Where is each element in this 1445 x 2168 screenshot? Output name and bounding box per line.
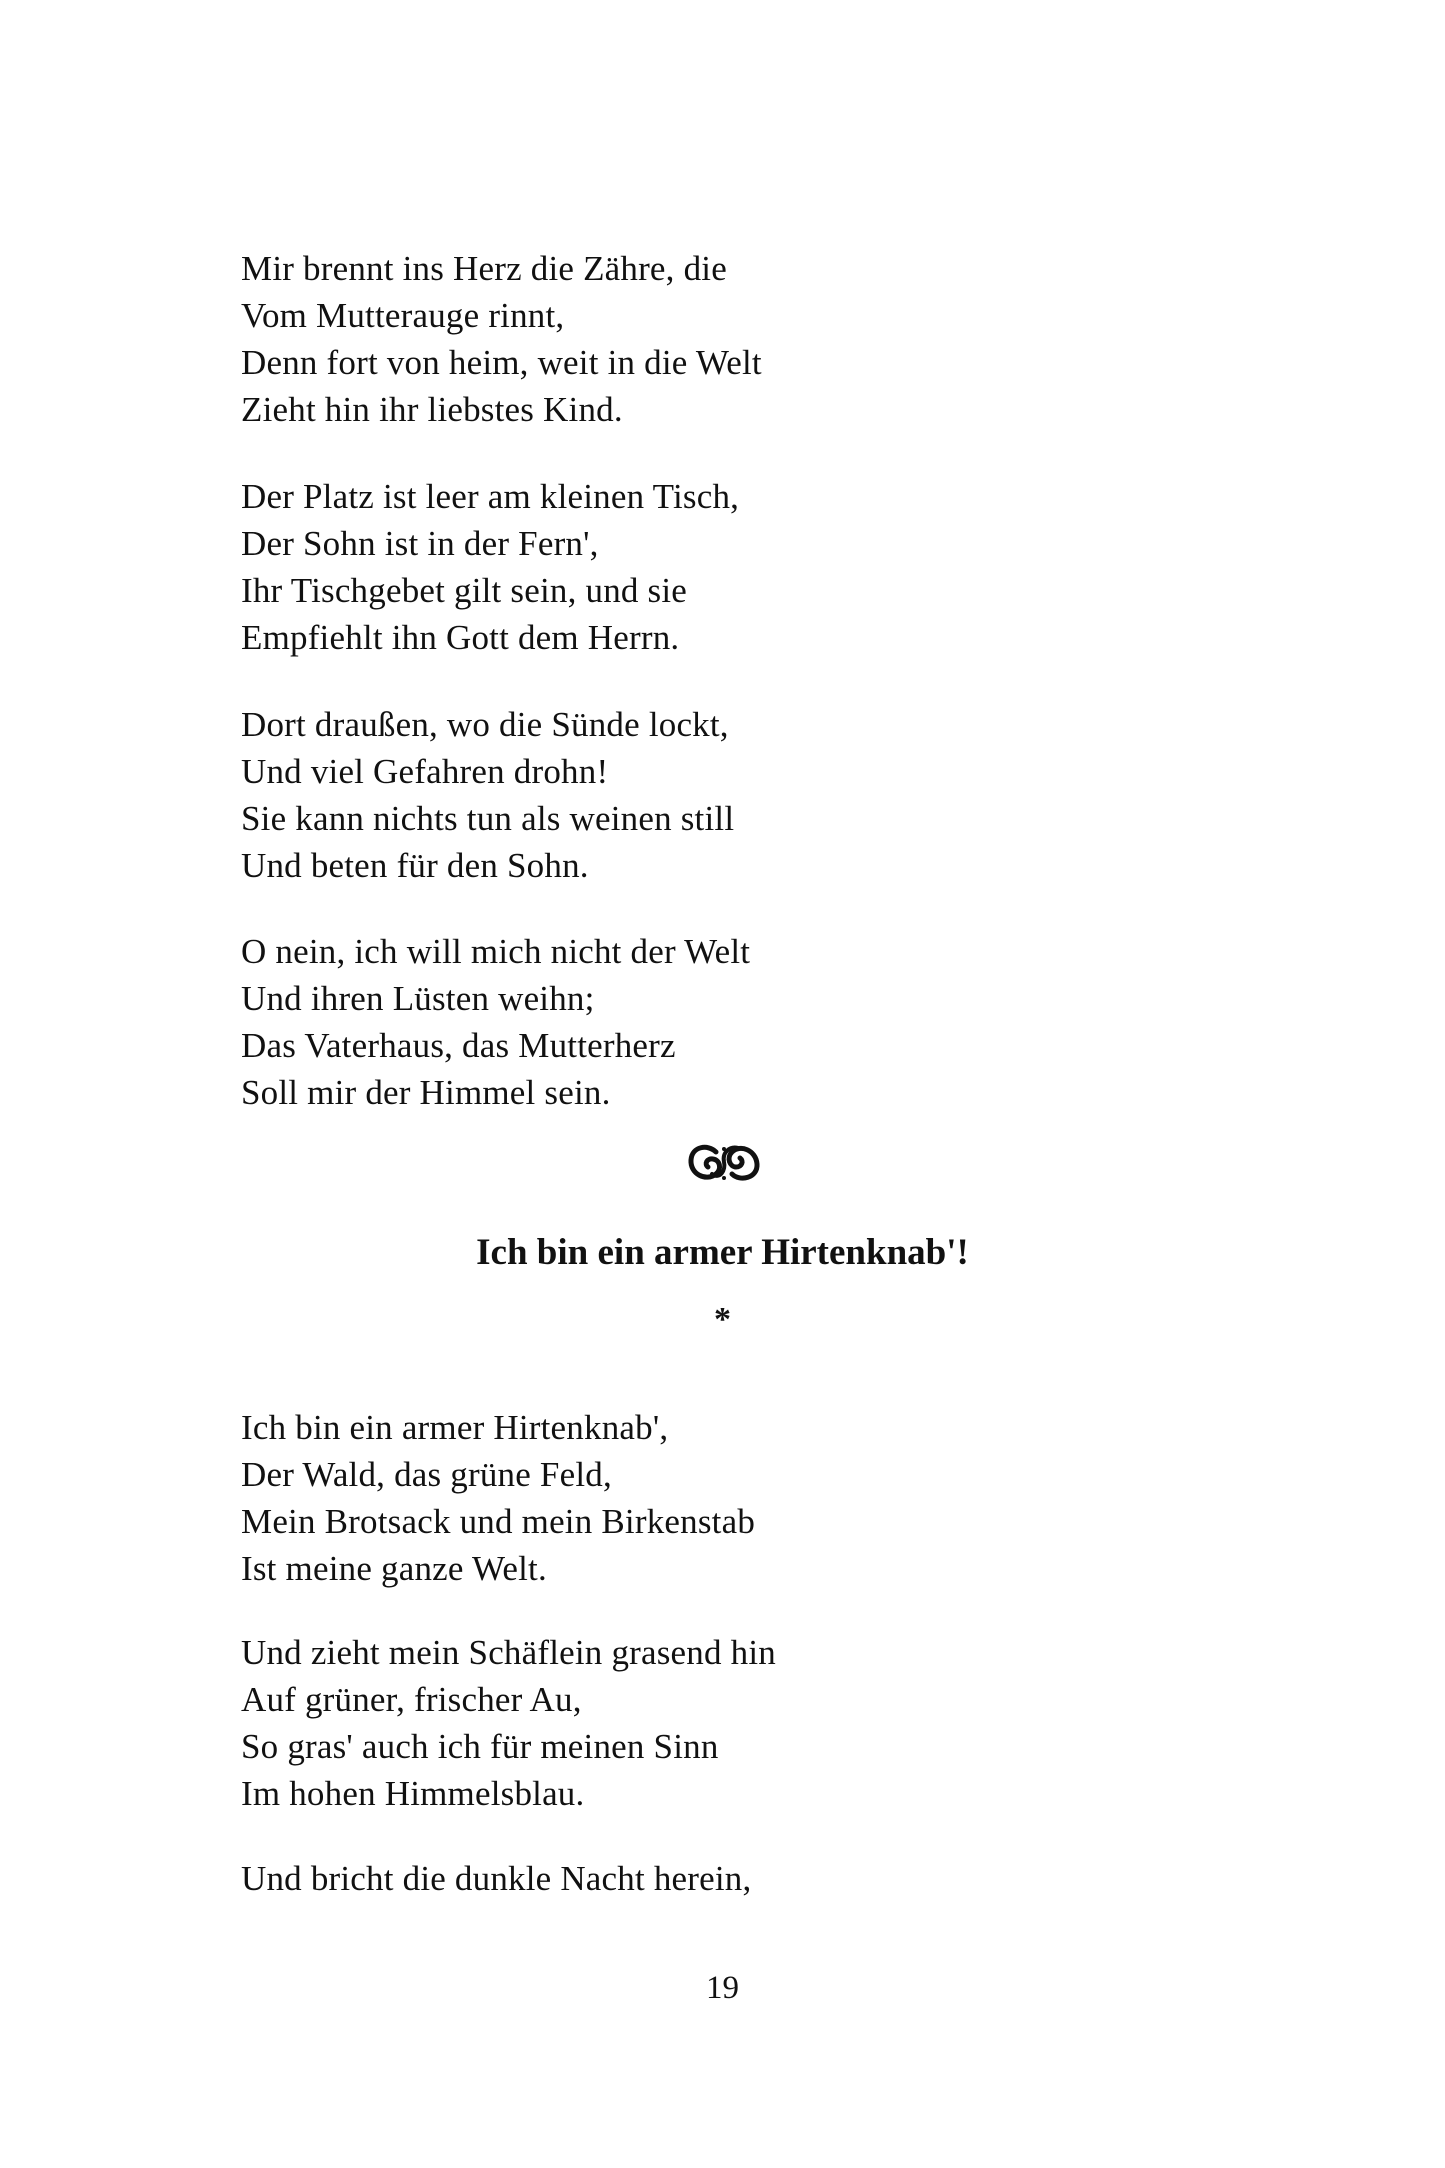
verse-line: Mir brennt ins Herz die Zähre, die	[241, 249, 727, 288]
stanza-2	[241, 473, 739, 661]
verse-line: Und bricht die dunkle Nacht herein,	[241, 1859, 752, 1898]
verse-line: Ist meine ganze Welt.	[241, 1549, 547, 1588]
verse-line: Vom Mutterauge rinnt,	[241, 296, 565, 335]
verse-line: Und zieht mein Schäflein grasend hin	[241, 1633, 776, 1672]
verse-line: So gras' auch ich für meinen Sinn	[241, 1727, 719, 1766]
verse-line: Ich bin ein armer Hirtenknab',	[241, 1408, 669, 1447]
verse-line: Und beten für den Sohn.	[241, 846, 589, 885]
verse-line: Dort draußen, wo die Sünde lockt,	[241, 705, 729, 744]
stanza-4	[241, 928, 750, 1116]
verse-line: Soll mir der Himmel sein.	[241, 1073, 611, 1112]
verse-line: Und ihren Lüsten weihn;	[241, 979, 595, 1018]
poem-title: Ich bin ein armer Hirtenknab'!	[476, 1232, 969, 1273]
verse-line: Und viel Gefahren drohn!	[241, 752, 609, 791]
verse-line: Im hohen Himmelsblau.	[241, 1774, 585, 1813]
verse-line: Der Wald, das grüne Feld,	[241, 1455, 612, 1494]
separator-asterisk: *	[714, 1301, 731, 1338]
verse-line: Das Vaterhaus, das Mutterherz	[241, 1026, 676, 1065]
verse-line: Sie kann nichts tun als weinen still	[241, 799, 735, 838]
stanza-7	[241, 1855, 751, 1902]
page-number: 19	[706, 1970, 739, 2006]
verse-line: Empfiehlt ihn Gott dem Herrn.	[241, 618, 680, 657]
verse-line: Ihr Tischgebet gilt sein, und sie	[241, 571, 688, 610]
verse-line: Auf grüner, frischer Au,	[241, 1680, 582, 1719]
verse-line: Der Sohn ist in der Fern',	[241, 524, 599, 563]
swirl-ornament-icon	[686, 1140, 762, 1186]
stanza-3	[241, 701, 734, 889]
verse-line: O nein, ich will mich nicht der Welt	[241, 932, 751, 971]
verse-line: Denn fort von heim, weit in die Welt	[241, 343, 762, 382]
stanza-6	[241, 1629, 776, 1817]
stanza-5	[241, 1404, 755, 1592]
verse-line: Mein Brotsack und mein Birkenstab	[241, 1502, 756, 1541]
verse-line: Zieht hin ihr liebstes Kind.	[241, 390, 623, 429]
stanza-1	[241, 245, 762, 433]
verse-line: Der Platz ist leer am kleinen Tisch,	[241, 477, 740, 516]
